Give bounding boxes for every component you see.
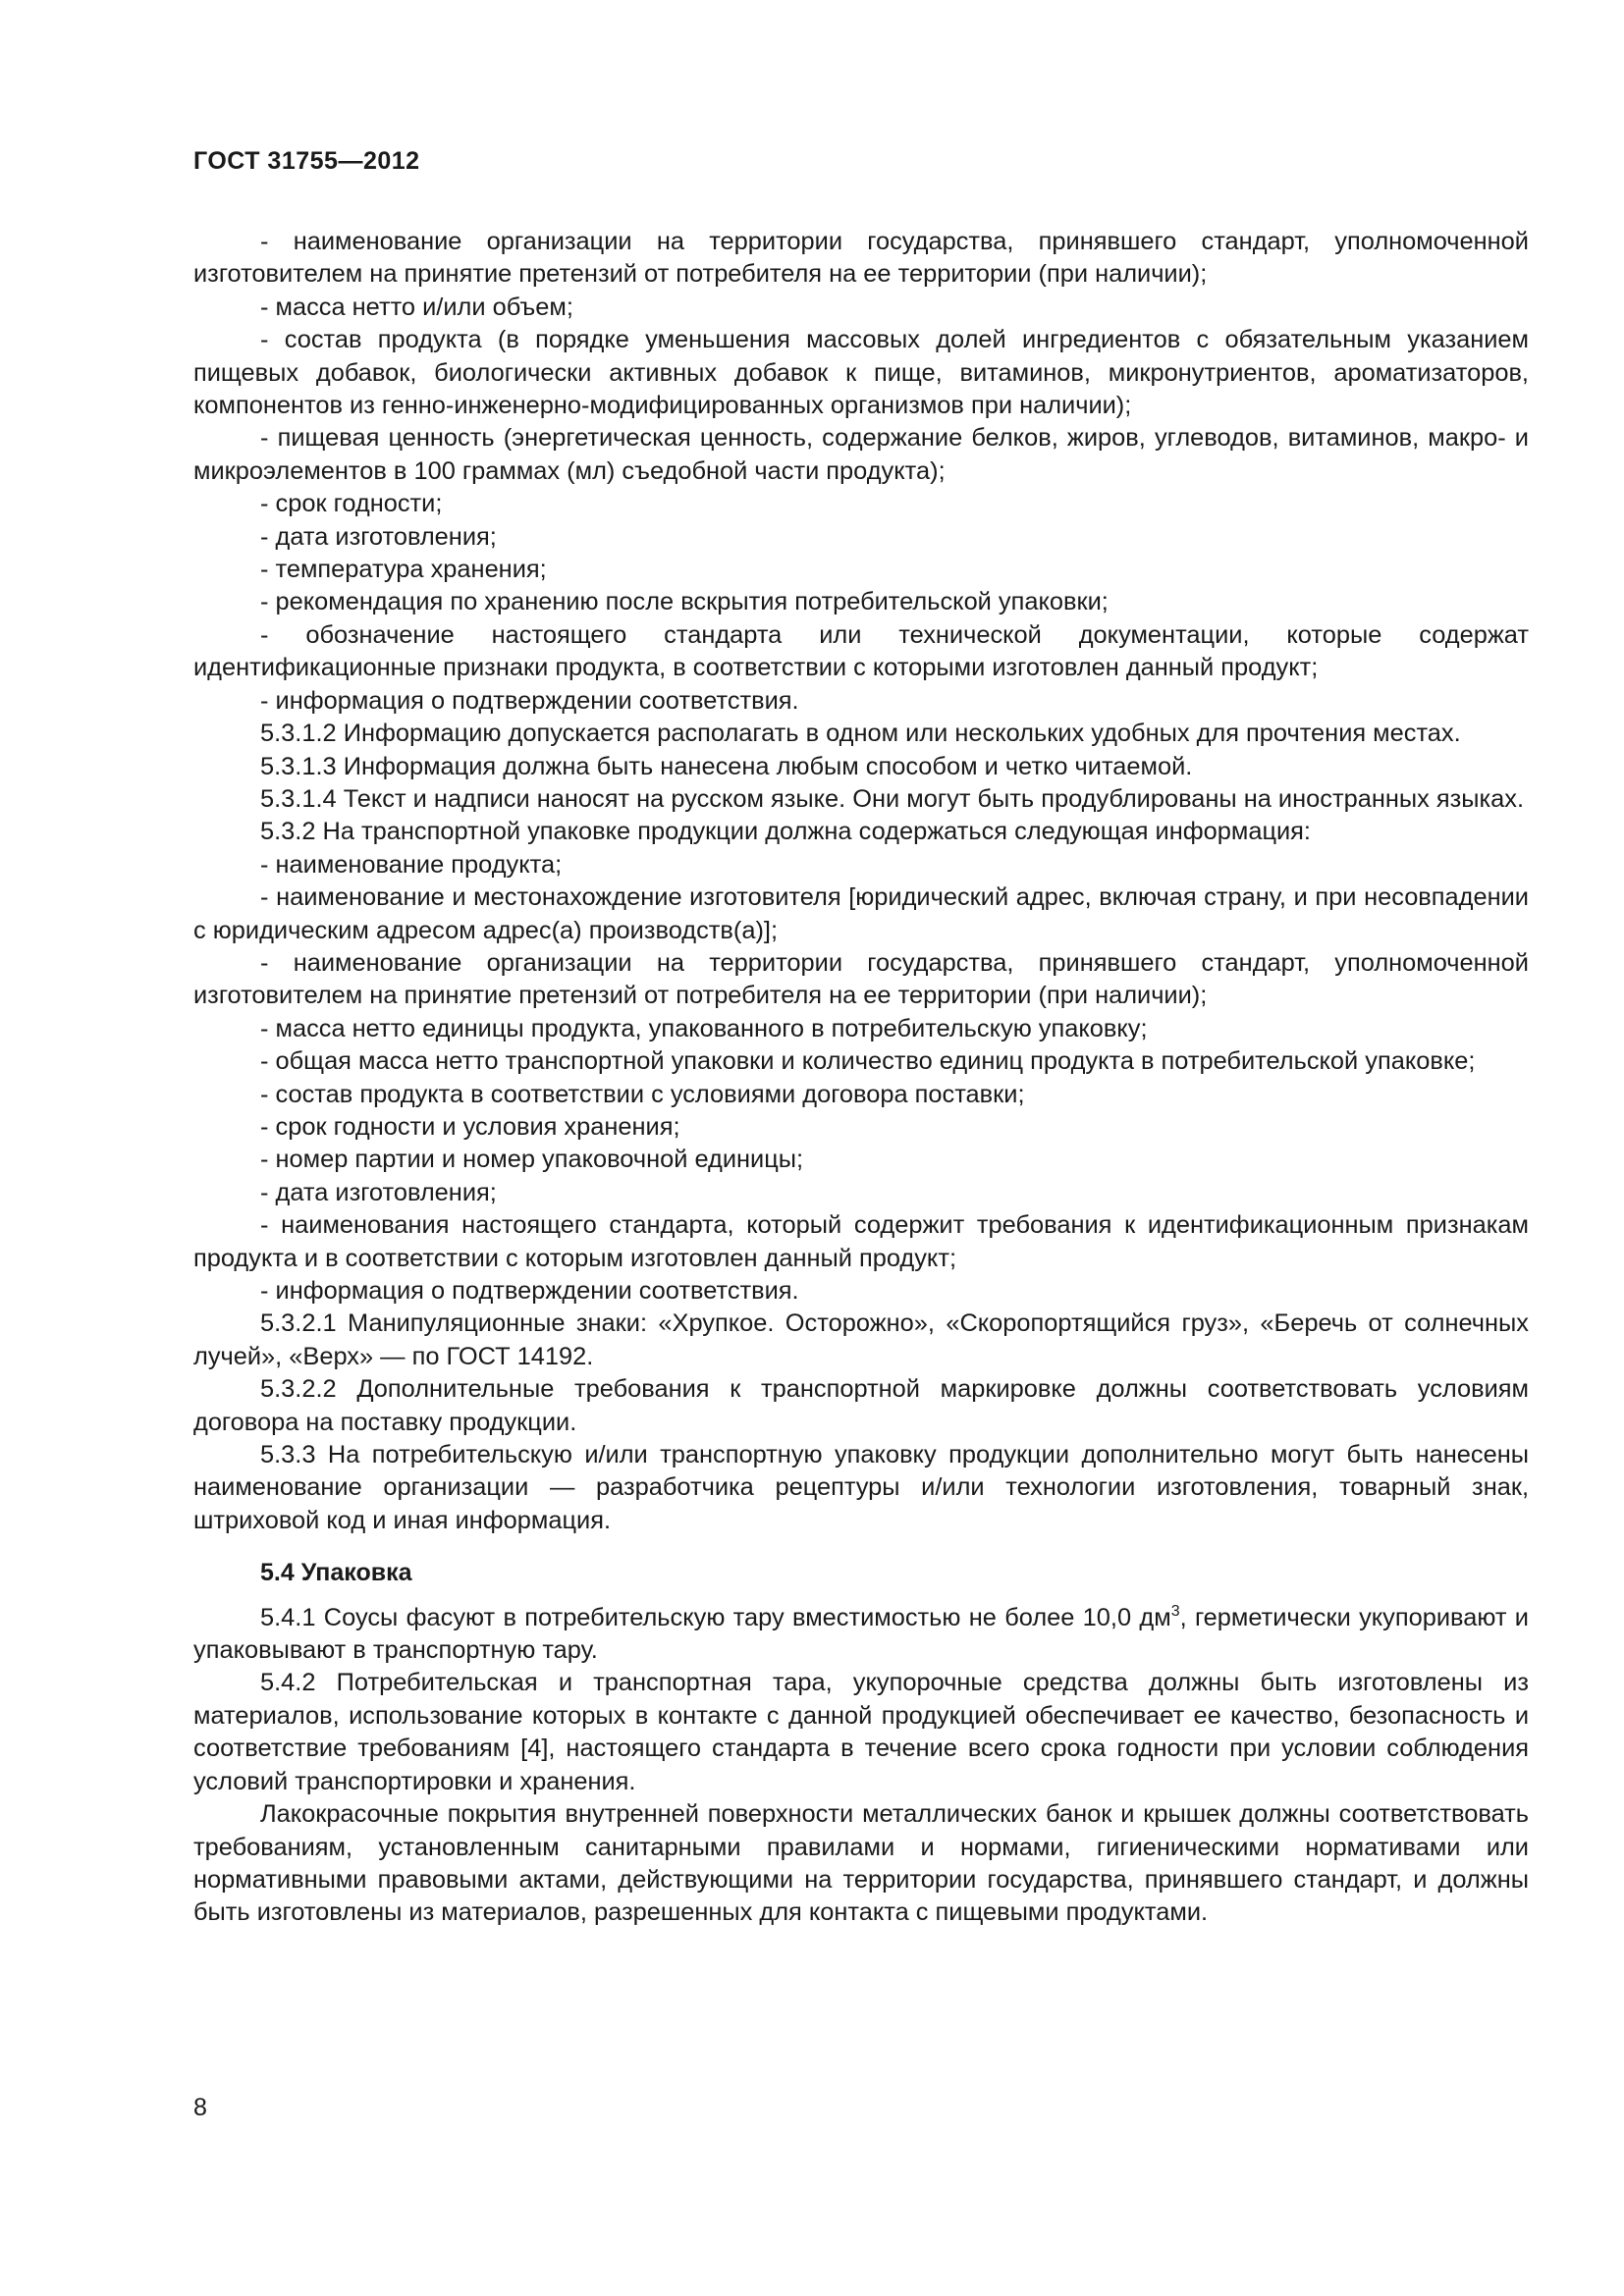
paragraph: - наименования настоящего стандарта, который содержит требования к идентификационным признакам продукта и в соответствии с которым изготовлен данный продукт; (193, 1211, 1529, 1272)
document-code-header: ГОСТ 31755—2012 (193, 147, 420, 175)
paragraph: - номер партии и номер упаковочной единицы; (260, 1146, 804, 1174)
paragraph: 5.3.2 На транспортной упаковке продукции должна содержаться следующая информация: (260, 818, 1311, 846)
page-number: 8 (193, 2094, 207, 2121)
paragraph: - состав продукта (в порядке уменьшения массовых долей ингредиентов с обязательным указанием пищевых добавок, биологически активных добавок к пище, витаминов, микронутриентов, ароматизаторов, компонентов из генно-инженерно-модифицированных организмов при наличии); (193, 326, 1529, 420)
document-body (193, 226, 1529, 1930)
paragraph: - дата изготовления; (260, 1178, 497, 1206)
paragraph: - масса нетто и/или объем; (260, 293, 573, 321)
paragraph: 5.3.1.4 Текст и надписи наносят на русском языке. Они могут быть продублированы на иностранных языках. (260, 784, 1525, 813)
paragraph: - срок годности; (260, 490, 443, 518)
packaging-requirements-block (193, 1667, 1529, 1929)
paragraph: - рекомендация по хранению после вскрытия потребительской упаковки; (260, 588, 1109, 616)
paragraph: - наименование организации на территории государства, принявшего стандарт, уполномоченной изготовителем на принятие претензий от потребителя на ее территории (при наличии); (193, 228, 1529, 289)
paragraph: 5.4.2 Потребительская и транспортная тара, укупорочные средства должны быть изготовлены из материалов, использование которых в контакте с данной продукцией обеспечивает ее качество, безопасность и соответствие требованиям [4], настоящего стандарта в течение всего срока годности при условии соблюдения условий транспортировки и хранения. (193, 1669, 1529, 1795)
paragraph: - наименование и местонахождение изготовителя [юридический адрес, включая страну, и при несовпадении с юридическим адресом адрес(а) производств(а)]; (193, 883, 1529, 944)
marking-requirements-block (193, 226, 1529, 1537)
paragraph: - срок годности и условия хранения; (260, 1112, 680, 1141)
paragraph: - состав продукта в соответствии с условиями договора поставки; (260, 1080, 1025, 1108)
paragraph: - масса нетто единицы продукта, упакованного в потребительскую упаковку; (260, 1014, 1148, 1042)
paragraph: 5.3.2.1 Манипуляционные знаки: «Хрупкое. Осторожно», «Скоропортящийся груз», «Беречь от солнечных лучей», «Верх» — по ГОСТ 14192. (193, 1309, 1529, 1370)
paragraph: - обозначение настоящего стандарта или технической документации, которые содержат идентификационные признаки продукта, в соответствии с которыми изготовлен данный продукт; (193, 620, 1529, 682)
superscript: 3 (1170, 1602, 1180, 1620)
paragraph: - информация о подтверждении соответствия. (260, 686, 799, 715)
paragraph: - информация о подтверждении соответствия. (260, 1277, 799, 1305)
paragraph: - наименование продукта; (260, 850, 563, 879)
paragraph: - наименование организации на территории государства, принявшего стандарт, уполномоченной изготовителем на принятие претензий от потребителя на ее территории (при наличии); (193, 948, 1529, 1010)
paragraph: - пищевая ценность (энергетическая ценность, содержание белков, жиров, углеводов, витаминов, макро- и микроэлементов в 100 граммах (мл) съедобной части продукта); (193, 424, 1529, 485)
paragraph-5-4-1: 5.4.1 Соусы фасуют в потребительскую тару вместимостью не более 10,0 $дм^3$, герметически укупоривают и упаковывают в транспортную тару. (193, 1602, 1529, 1665)
section-title: 5.4 Упаковка (260, 1559, 412, 1587)
paragraph: 5.3.1.3 Информация должна быть нанесена любым способом и четко читаемой. (260, 752, 1193, 780)
paragraph: - дата изготовления; (260, 522, 497, 551)
paragraph: 5.3.2.2 Дополнительные требования к транспортной маркировке должны соответствовать условиям договора на поставку продукции. (193, 1375, 1529, 1436)
paragraph: 5.3.3 На потребительскую и/или транспортную упаковку продукции дополнительно могут быть нанесены наименование организации — разработчика рецептуры и/или технологии изготовления, товарный знак, штриховой код и иная информация. (193, 1441, 1529, 1534)
paragraph: 5.3.1.2 Информацию допускается располагать в одном или нескольких удобных для прочтения местах. (260, 720, 1461, 748)
paragraph: - температура хранения; (260, 556, 547, 584)
paragraph: Лакокрасочные покрытия внутренней поверхности металлических банок и крышек должны соответствовать требованиям, установленным санитарными правилами и нормами, гигиеническими нормативами или нормативными правовыми актами, действующими на территории государства, принявшего стандарт, и должны быть изготовлены из материалов, разрешенных для контакта с пищевыми продуктами. (193, 1800, 1529, 1927)
paragraph: - общая масса нетто транспортной упаковки и количество единиц продукта в потребительской упаковке; (260, 1047, 1476, 1076)
